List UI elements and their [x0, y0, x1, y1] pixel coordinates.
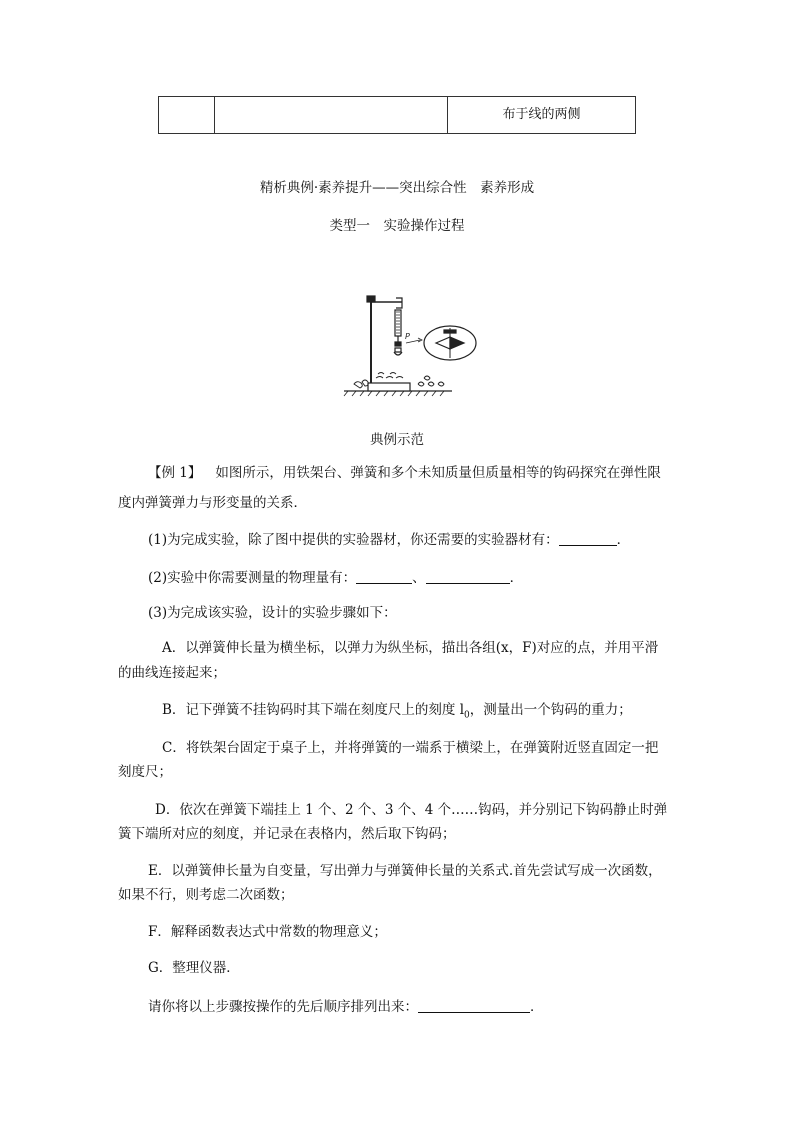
iron-stand-icon: [344, 296, 476, 396]
answer-blank[interactable]: [426, 569, 510, 584]
step-e-line-1: E．以弹簧伸长量为自变量，写出弹力与弹簧伸长量的关系式.首先尝试写成一次函数，: [148, 863, 662, 879]
step-a-line-2: 的曲线连接起来；: [118, 665, 226, 681]
step-b: B．记下弹簧不挂钩码时其下端在刻度尺上的刻度 $l_0$，测量出一个钩码的重力；: [162, 702, 632, 721]
step-g: G．整理仪器．: [148, 960, 240, 976]
experiment-figure: [340, 288, 485, 400]
step-f: F．解释函数表达式中常数的物理意义；: [148, 924, 387, 940]
question-3: (3)为完成该实验，设计的实验步骤如下：: [148, 605, 397, 621]
label-p: P: [405, 332, 410, 341]
type-title: 类型一 实验操作过程: [329, 218, 465, 234]
section-title: 精析典例·素养提升——突出综合性 素养形成: [259, 180, 535, 196]
step-d-line-1: D．依次在弹簧下端挂上 1 个、2 个、3 个、4 个……钩码，并分别记下钩码静止时弹: [155, 802, 668, 818]
figure-caption: 典例示范: [370, 432, 424, 448]
question-1: (1)为完成实验，除了图中提供的实验器材，你还需要的实验器材有： ．: [148, 532, 631, 548]
step-c-line-2: 刻度尺；: [118, 764, 172, 780]
answer-blank[interactable]: [559, 531, 617, 546]
step-d-line-2: 簧下端所对应的刻度，并记录在表格内，然后取下钩码；: [118, 826, 456, 842]
answer-table: [158, 96, 636, 134]
table-cell-1: [159, 97, 215, 134]
step-a-line-1: A．以弹簧伸长量为横坐标，以弹力为纵坐标，描出各组(x，F)对应的点，并用平滑: [162, 640, 659, 656]
order-question: 请你将以上步骤按操作的先后顺序排列出来： ．: [148, 999, 544, 1015]
step-e-line-2: 如果不行，则考虑二次函数；: [118, 887, 294, 903]
answer-blank[interactable]: [418, 998, 530, 1013]
example-tag: 【例 1】: [148, 465, 202, 481]
question-2: (2)实验中你需要测量的物理量有： 、 ．: [148, 570, 524, 586]
example-line-2: 度内弹簧弹力与形变量的关系．: [118, 495, 307, 511]
step-c-line-1: C．将铁架台固定于桌子上，并将弹簧的一端系于横梁上，在弹簧附近竖直固定一把: [162, 740, 659, 756]
table-cell-3: 布于线的两侧: [448, 97, 636, 134]
answer-blank[interactable]: [356, 569, 412, 584]
table-cell-2: [215, 97, 448, 134]
example-line-1: 【例 1】 如图所示，用铁架台、弹簧和多个未知质量但质量相等的钩码探究在弹性限: [148, 465, 661, 481]
